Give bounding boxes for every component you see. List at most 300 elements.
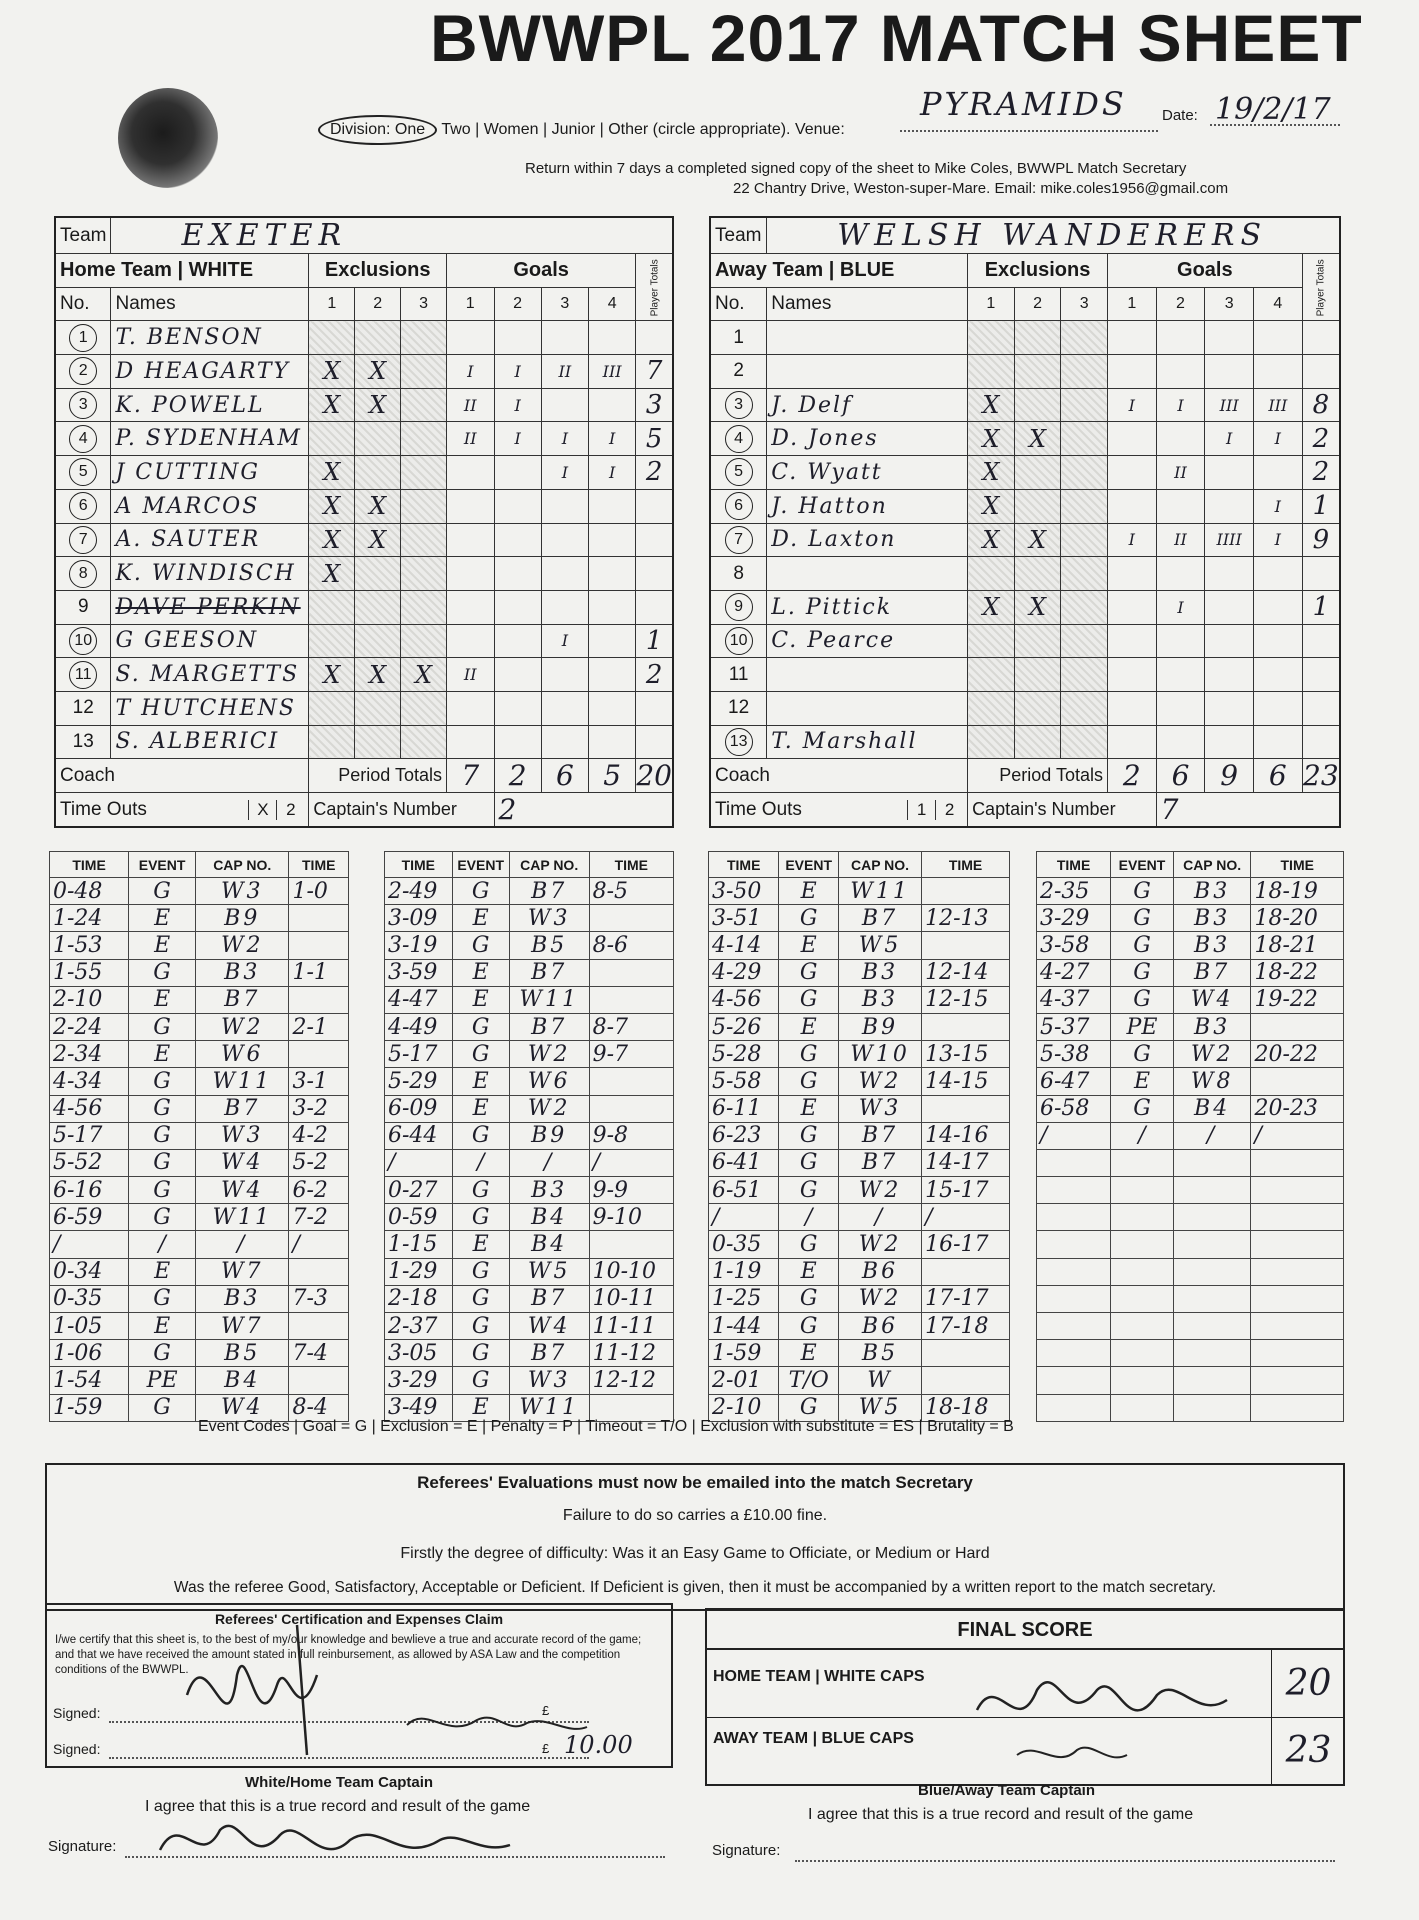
goal-tally bbox=[494, 489, 541, 523]
event-score bbox=[289, 1313, 349, 1340]
event-score bbox=[1251, 1177, 1344, 1204]
away-col-4: 2 bbox=[1156, 287, 1205, 321]
player-number bbox=[55, 624, 111, 658]
event-time: 6-51 bbox=[709, 1177, 779, 1204]
exclusion-mark bbox=[1061, 557, 1108, 591]
away-team-table bbox=[709, 216, 1341, 828]
exclusion-mark: X bbox=[309, 456, 355, 490]
event-code bbox=[1111, 1177, 1174, 1204]
event-code: E bbox=[452, 905, 509, 932]
event-time: 4-37 bbox=[1037, 986, 1111, 1013]
player-name bbox=[767, 355, 968, 389]
events-header-cell: CAP NO. bbox=[509, 852, 589, 878]
event-time: 2-01 bbox=[709, 1367, 779, 1394]
exclusion-mark bbox=[1061, 355, 1108, 389]
event-code: G bbox=[129, 1394, 196, 1421]
goal-tally bbox=[1205, 321, 1254, 355]
goal-tally bbox=[1107, 456, 1156, 490]
referee-certification bbox=[45, 1603, 673, 1768]
event-row bbox=[385, 932, 674, 959]
event-code: PE bbox=[129, 1367, 196, 1394]
venue-value: PYRAMIDS bbox=[920, 85, 1127, 123]
goal-tally bbox=[589, 388, 636, 422]
event-row bbox=[385, 1204, 674, 1231]
exclusion-mark bbox=[1061, 489, 1108, 523]
event-code: G bbox=[779, 1285, 839, 1312]
event-row bbox=[709, 1013, 1010, 1040]
player-number bbox=[710, 523, 767, 557]
event-row bbox=[1037, 1149, 1344, 1176]
event-time bbox=[1037, 1285, 1111, 1312]
event-row bbox=[50, 1367, 349, 1394]
home-goals-label: Goals bbox=[446, 254, 635, 288]
event-score: 14-15 bbox=[922, 1068, 1010, 1095]
period-total: 6 bbox=[1254, 759, 1303, 793]
event-row bbox=[385, 1122, 674, 1149]
away-player-totals-label: Player Totals bbox=[1302, 254, 1340, 321]
event-code: E bbox=[129, 932, 196, 959]
event-code bbox=[1111, 1285, 1174, 1312]
exclusion-mark: X bbox=[968, 456, 1015, 490]
exclusion-mark bbox=[401, 388, 447, 422]
player-total: 2 bbox=[1302, 456, 1340, 490]
home-captain-number: 2 bbox=[494, 793, 673, 828]
player-total: 3 bbox=[636, 388, 673, 422]
event-code: G bbox=[452, 1340, 509, 1367]
event-row bbox=[50, 1258, 349, 1285]
event-code: E bbox=[452, 986, 509, 1013]
event-cap-number: W11 bbox=[196, 1204, 289, 1231]
events-header-cell: EVENT bbox=[1111, 852, 1174, 878]
away-header-row bbox=[710, 254, 1340, 288]
event-cap-number: B7 bbox=[1173, 959, 1251, 986]
away-timeouts-cell bbox=[710, 793, 968, 828]
event-row bbox=[50, 1340, 349, 1367]
event-score bbox=[589, 986, 673, 1013]
player-row bbox=[710, 388, 1340, 422]
cert-amount: 10.00 bbox=[564, 1731, 633, 1759]
away-col-5: 3 bbox=[1205, 287, 1254, 321]
timeout-box: 2 bbox=[935, 800, 963, 820]
event-code: G bbox=[452, 1177, 509, 1204]
event-code: E bbox=[779, 878, 839, 905]
player-row bbox=[55, 355, 673, 389]
event-cap-number: B7 bbox=[196, 1095, 289, 1122]
home-header-row bbox=[55, 254, 673, 288]
event-score bbox=[1251, 1394, 1344, 1421]
event-score: 9-9 bbox=[589, 1177, 673, 1204]
goal-tally bbox=[1156, 355, 1205, 389]
event-cap-number: B7 bbox=[509, 959, 589, 986]
event-score: 20-22 bbox=[1251, 1041, 1344, 1068]
event-score: 11-12 bbox=[589, 1340, 673, 1367]
player-row bbox=[710, 489, 1340, 523]
player-number bbox=[55, 523, 111, 557]
player-row bbox=[55, 624, 673, 658]
event-score: 12-13 bbox=[922, 905, 1010, 932]
event-score bbox=[289, 1258, 349, 1285]
player-name: A. SAUTER bbox=[111, 523, 309, 557]
event-cap-number: W6 bbox=[196, 1041, 289, 1068]
goal-tally bbox=[541, 321, 588, 355]
event-cap-number: B9 bbox=[509, 1122, 589, 1149]
home-exclusions-label: Exclusions bbox=[309, 254, 447, 288]
event-score bbox=[1251, 1204, 1344, 1231]
event-code: G bbox=[779, 959, 839, 986]
exclusion-mark: X bbox=[1014, 422, 1061, 456]
event-cap-number: B7 bbox=[509, 878, 589, 905]
player-number bbox=[710, 456, 767, 490]
event-row bbox=[385, 959, 674, 986]
exclusion-mark bbox=[1061, 725, 1108, 759]
event-score: / bbox=[289, 1231, 349, 1258]
event-code: G bbox=[129, 1095, 196, 1122]
event-cap-number: B3 bbox=[1173, 1013, 1251, 1040]
event-cap-number: W5 bbox=[838, 932, 921, 959]
event-cap-number: W2 bbox=[196, 932, 289, 959]
events-table-2 bbox=[384, 851, 674, 1422]
events-header-cell: EVENT bbox=[779, 852, 839, 878]
player-number bbox=[710, 489, 767, 523]
event-score bbox=[1251, 1258, 1344, 1285]
away-signature-label: Signature: bbox=[712, 1842, 781, 1859]
event-row bbox=[385, 1285, 674, 1312]
away-team-row bbox=[710, 217, 1340, 254]
event-time: 3-51 bbox=[709, 905, 779, 932]
event-code bbox=[1111, 1367, 1174, 1394]
player-name: K. POWELL bbox=[111, 388, 309, 422]
goal-tally bbox=[494, 321, 541, 355]
goal-tally bbox=[1254, 624, 1303, 658]
event-code: PE bbox=[1111, 1013, 1174, 1040]
event-score bbox=[922, 1258, 1010, 1285]
event-score: 8-5 bbox=[589, 878, 673, 905]
event-code bbox=[1111, 1258, 1174, 1285]
goal-tally: II bbox=[446, 658, 494, 692]
goal-tally: I bbox=[494, 355, 541, 389]
event-code: G bbox=[779, 905, 839, 932]
event-time: 4-49 bbox=[385, 1013, 453, 1040]
event-code: E bbox=[779, 1258, 839, 1285]
event-time: 2-10 bbox=[709, 1394, 779, 1421]
player-name: P. SYDENHAM bbox=[111, 422, 309, 456]
player-number-value: 6 bbox=[69, 492, 97, 520]
home-team-table bbox=[54, 216, 674, 828]
event-cap-number: B6 bbox=[838, 1313, 921, 1340]
event-cap-number: W3 bbox=[196, 1122, 289, 1149]
player-total bbox=[1302, 691, 1340, 725]
home-timeouts-row bbox=[55, 793, 673, 828]
event-cap-number: B9 bbox=[196, 905, 289, 932]
exclusion-mark bbox=[355, 624, 401, 658]
event-time: 3-29 bbox=[1037, 905, 1111, 932]
event-score: 18-21 bbox=[1251, 932, 1344, 959]
player-total bbox=[1302, 355, 1340, 389]
event-score: 1-0 bbox=[289, 878, 349, 905]
event-time: 4-34 bbox=[50, 1068, 129, 1095]
exclusion-mark bbox=[401, 691, 447, 725]
event-score bbox=[922, 1367, 1010, 1394]
event-code: G bbox=[452, 1285, 509, 1312]
player-number bbox=[710, 355, 767, 389]
event-score bbox=[922, 932, 1010, 959]
event-time: 3-05 bbox=[385, 1340, 453, 1367]
events-header-row bbox=[1037, 852, 1344, 878]
exclusion-mark: X bbox=[401, 658, 447, 692]
event-time: 6-16 bbox=[50, 1177, 129, 1204]
event-time: 5-37 bbox=[1037, 1013, 1111, 1040]
event-time: 6-09 bbox=[385, 1095, 453, 1122]
event-row bbox=[709, 1177, 1010, 1204]
event-cap-number: B7 bbox=[838, 905, 921, 932]
event-code: E bbox=[452, 1095, 509, 1122]
events-header-row bbox=[385, 852, 674, 878]
goal-tally bbox=[494, 658, 541, 692]
goal-tally bbox=[589, 658, 636, 692]
event-time: 1-06 bbox=[50, 1340, 129, 1367]
exclusion-mark: X bbox=[309, 523, 355, 557]
event-cap-number: B3 bbox=[196, 1285, 289, 1312]
player-row bbox=[710, 321, 1340, 355]
event-code: E bbox=[129, 986, 196, 1013]
event-score: 7-3 bbox=[289, 1285, 349, 1312]
event-codes: Event Codes | Goal = G | Exclusion = E | Penalty = P | Timeout = T/O | Exclusion with substitute = ES | Brutality = B bbox=[198, 1418, 1014, 1435]
player-number-value: 5 bbox=[725, 458, 753, 486]
event-score bbox=[589, 1095, 673, 1122]
exclusion-mark: X bbox=[968, 388, 1015, 422]
goal-tally bbox=[541, 725, 588, 759]
goal-tally: I bbox=[494, 422, 541, 456]
event-score bbox=[289, 1367, 349, 1394]
player-number-value: 11 bbox=[728, 663, 749, 685]
event-time: 6-47 bbox=[1037, 1068, 1111, 1095]
exclusion-mark: X bbox=[355, 355, 401, 389]
goal-tally bbox=[446, 489, 494, 523]
event-time: 6-11 bbox=[709, 1095, 779, 1122]
player-number bbox=[710, 557, 767, 591]
player-total bbox=[1302, 624, 1340, 658]
event-time: 0-34 bbox=[50, 1258, 129, 1285]
event-row bbox=[1037, 1177, 1344, 1204]
goal-tally bbox=[1156, 557, 1205, 591]
event-row bbox=[385, 1068, 674, 1095]
away-col-6: 4 bbox=[1254, 287, 1303, 321]
exclusion-mark bbox=[1061, 624, 1108, 658]
goal-tally bbox=[589, 321, 636, 355]
event-time: 0-27 bbox=[385, 1177, 453, 1204]
event-row bbox=[385, 1013, 674, 1040]
event-cap-number: B7 bbox=[509, 1285, 589, 1312]
goal-tally bbox=[1205, 691, 1254, 725]
home-captain-text: I agree that this is a true record and result of the game bbox=[145, 1798, 531, 1815]
home-side-label: Home Team | WHITE bbox=[55, 254, 309, 288]
player-number-value: 8 bbox=[69, 560, 97, 588]
player-total: 5 bbox=[636, 422, 673, 456]
player-number-value: 13 bbox=[72, 730, 94, 752]
goal-tally bbox=[494, 725, 541, 759]
player-number bbox=[55, 456, 111, 490]
player-name: J. Hatton bbox=[767, 489, 968, 523]
goal-tally bbox=[1107, 557, 1156, 591]
events-header-cell: TIME bbox=[1251, 852, 1344, 878]
player-row bbox=[710, 456, 1340, 490]
goal-tally: III bbox=[589, 355, 636, 389]
player-name bbox=[767, 691, 968, 725]
goal-tally bbox=[1205, 456, 1254, 490]
exclusion-mark: X bbox=[968, 590, 1015, 624]
home-col-0: 1 bbox=[309, 287, 355, 321]
event-row bbox=[385, 905, 674, 932]
referee-rating: Was the referee Good, Satisfactory, Acceptable or Deficient. If Deficient is given, then it must be accompanied by a written report to the match secretary. bbox=[173, 1579, 1217, 1596]
player-name: K. WINDISCH bbox=[111, 557, 309, 591]
away-timeouts-boxes bbox=[907, 799, 963, 821]
event-time: / bbox=[50, 1231, 129, 1258]
event-row bbox=[50, 1285, 349, 1312]
exclusion-mark: X bbox=[309, 388, 355, 422]
event-code: G bbox=[1111, 959, 1174, 986]
event-score: 15-17 bbox=[922, 1177, 1010, 1204]
home-subheader-row bbox=[55, 287, 673, 321]
event-code: G bbox=[452, 1258, 509, 1285]
event-score: 18-22 bbox=[1251, 959, 1344, 986]
event-cap-number bbox=[1173, 1258, 1251, 1285]
event-cap-number: W7 bbox=[196, 1313, 289, 1340]
referee-evaluation-box bbox=[45, 1463, 1345, 1611]
event-row bbox=[50, 878, 349, 905]
player-row bbox=[55, 691, 673, 725]
player-name: D. Laxton bbox=[767, 523, 968, 557]
event-time: 0-35 bbox=[50, 1285, 129, 1312]
event-score bbox=[289, 1041, 349, 1068]
event-time: 5-52 bbox=[50, 1149, 129, 1176]
goal-tally: II bbox=[446, 388, 494, 422]
event-row bbox=[1037, 878, 1344, 905]
player-number-value: 5 bbox=[69, 458, 97, 486]
player-number-value: 10 bbox=[69, 627, 97, 655]
exclusion-mark bbox=[1014, 658, 1061, 692]
goal-tally bbox=[1107, 355, 1156, 389]
event-score: / bbox=[922, 1204, 1010, 1231]
event-code: G bbox=[1111, 932, 1174, 959]
period-total: 23 bbox=[1303, 759, 1339, 793]
event-cap-number: W4 bbox=[509, 1313, 589, 1340]
exclusion-mark bbox=[309, 691, 355, 725]
player-name: J. Delf bbox=[767, 388, 968, 422]
exclusion-mark bbox=[401, 725, 447, 759]
goal-tally bbox=[446, 624, 494, 658]
goal-tally bbox=[541, 388, 588, 422]
league-logo bbox=[118, 88, 218, 188]
exclusion-mark bbox=[401, 590, 447, 624]
event-score bbox=[289, 932, 349, 959]
cert-body: I/we certify that this sheet is, to the best of my/our knowledge and bewlieve a true and accurate record of the game; and that we have received the amount stated in full reinbursement, as allowed by ASA Law and the competition conditions of the BWWPL. bbox=[55, 1634, 642, 1676]
event-score bbox=[589, 905, 673, 932]
event-time: 1-25 bbox=[709, 1285, 779, 1312]
timeout-box: X bbox=[248, 800, 276, 820]
event-row bbox=[50, 1204, 349, 1231]
event-time: / bbox=[385, 1149, 453, 1176]
event-row bbox=[385, 1095, 674, 1122]
event-time: 3-49 bbox=[385, 1394, 453, 1421]
goal-tally: II bbox=[1156, 456, 1205, 490]
event-code: E bbox=[452, 1394, 509, 1421]
event-score: 12-15 bbox=[922, 986, 1010, 1013]
return-instructions: Return within 7 days a completed signed copy of the sheet to Mike Coles, BWWPL Match Secretary bbox=[525, 160, 1187, 177]
player-number-value: 2 bbox=[733, 360, 744, 382]
goal-tally bbox=[1205, 725, 1254, 759]
event-code: G bbox=[452, 1204, 509, 1231]
player-total: 2 bbox=[636, 456, 673, 490]
event-code: G bbox=[129, 1340, 196, 1367]
event-time: / bbox=[709, 1204, 779, 1231]
exclusion-mark bbox=[309, 590, 355, 624]
goal-tally: II bbox=[446, 422, 494, 456]
home-timeouts-label: Time Outs bbox=[60, 798, 147, 820]
event-score: 14-17 bbox=[922, 1149, 1010, 1176]
event-row bbox=[709, 1258, 1010, 1285]
player-row bbox=[55, 658, 673, 692]
exclusion-mark bbox=[1061, 658, 1108, 692]
event-row bbox=[1037, 1367, 1344, 1394]
player-row bbox=[710, 624, 1340, 658]
event-row bbox=[1037, 1313, 1344, 1340]
event-code: G bbox=[452, 932, 509, 959]
event-cap-number: B5 bbox=[509, 932, 589, 959]
period-total: 20 bbox=[636, 759, 672, 793]
event-time: 2-35 bbox=[1037, 878, 1111, 905]
event-row bbox=[50, 1231, 349, 1258]
player-number-value: 12 bbox=[728, 697, 750, 719]
event-row bbox=[1037, 1394, 1344, 1421]
home-col-4: 2 bbox=[494, 287, 541, 321]
event-row bbox=[50, 905, 349, 932]
home-caps-label: HOME TEAM | WHITE CAPS bbox=[707, 1650, 1272, 1718]
player-name bbox=[767, 321, 968, 355]
period-total: 6 bbox=[541, 759, 588, 793]
player-name: T HUTCHENS bbox=[111, 691, 309, 725]
goal-tally bbox=[589, 523, 636, 557]
goal-tally bbox=[1156, 624, 1205, 658]
event-code bbox=[1111, 1204, 1174, 1231]
goal-tally bbox=[1205, 624, 1254, 658]
event-row bbox=[709, 1204, 1010, 1231]
event-cap-number: W2 bbox=[838, 1177, 921, 1204]
exclusion-mark bbox=[1061, 590, 1108, 624]
event-time bbox=[1037, 1177, 1111, 1204]
event-code: E bbox=[452, 1068, 509, 1095]
player-number-value: 1 bbox=[69, 324, 97, 352]
player-row bbox=[55, 388, 673, 422]
exclusion-mark: X bbox=[1014, 590, 1061, 624]
event-time: 2-10 bbox=[50, 986, 129, 1013]
event-time: 1-59 bbox=[50, 1394, 129, 1421]
event-time: 0-35 bbox=[709, 1231, 779, 1258]
event-time: 6-23 bbox=[709, 1122, 779, 1149]
goal-tally bbox=[589, 489, 636, 523]
event-cap-number: B7 bbox=[509, 1013, 589, 1040]
event-cap-number: B7 bbox=[196, 986, 289, 1013]
player-total: 1 bbox=[1302, 489, 1340, 523]
event-cap-number: W4 bbox=[196, 1177, 289, 1204]
division-line bbox=[318, 115, 845, 145]
exclusion-mark bbox=[355, 725, 401, 759]
exclusion-mark bbox=[401, 489, 447, 523]
event-time: / bbox=[1037, 1122, 1111, 1149]
event-row bbox=[1037, 1231, 1344, 1258]
event-row bbox=[385, 1177, 674, 1204]
event-score bbox=[922, 1095, 1010, 1122]
event-code: G bbox=[452, 1122, 509, 1149]
